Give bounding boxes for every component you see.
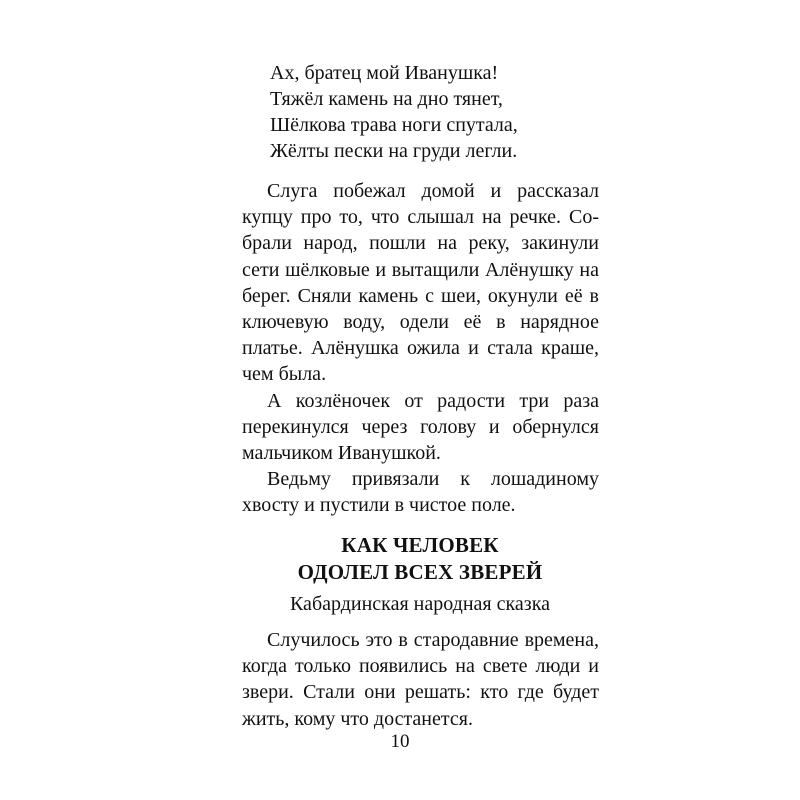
paragraph: Случилось это в стародавние времена, когда только появились на свете люди и звери. Стали они решать: кто где будет жить, кому что достанется. xyxy=(242,629,599,730)
tale-opening-text xyxy=(242,627,599,732)
poem-line: Ах, братец мой Иванушка! xyxy=(270,62,499,84)
poem-line: Тяжёл камень на дно тянет, xyxy=(270,88,503,110)
poem-verse xyxy=(270,60,610,164)
tale-title xyxy=(200,532,640,586)
page-number: 10 xyxy=(390,731,410,752)
poem-line: Жёлты пески на груди легли. xyxy=(270,140,518,162)
tale-title-line: КАК ЧЕЛОВЕК xyxy=(341,533,499,557)
story-ending-text xyxy=(242,178,599,519)
tale-subtitle: Кабардинская народная сказка xyxy=(289,593,550,615)
paragraph: Ведьму привязали к лошадиному хвосту и пустили в чистое поле. xyxy=(242,468,599,517)
tale-title-line: ОДОЛЕЛ ВСЕХ ЗВЕРЕЙ xyxy=(297,560,543,584)
paragraph: А козлёночек от радости три раза перекинулся через голову и обернулся мальчиком Иванушкой. xyxy=(242,389,599,465)
poem-line: Шёлкова трава ноги спутала, xyxy=(270,114,518,136)
paragraph: Слуга побежал домой и рассказал купцу про то, что слышал на речке. Собрали народ, пошли на реку, закинули сети шёлковые и вытащили Алёнушку на берег. Сняли камень с шеи, окунули её в ключевую воду, одели её в нарядное платье. Алёнушка ожила и стала краше, чем была. xyxy=(242,180,599,386)
